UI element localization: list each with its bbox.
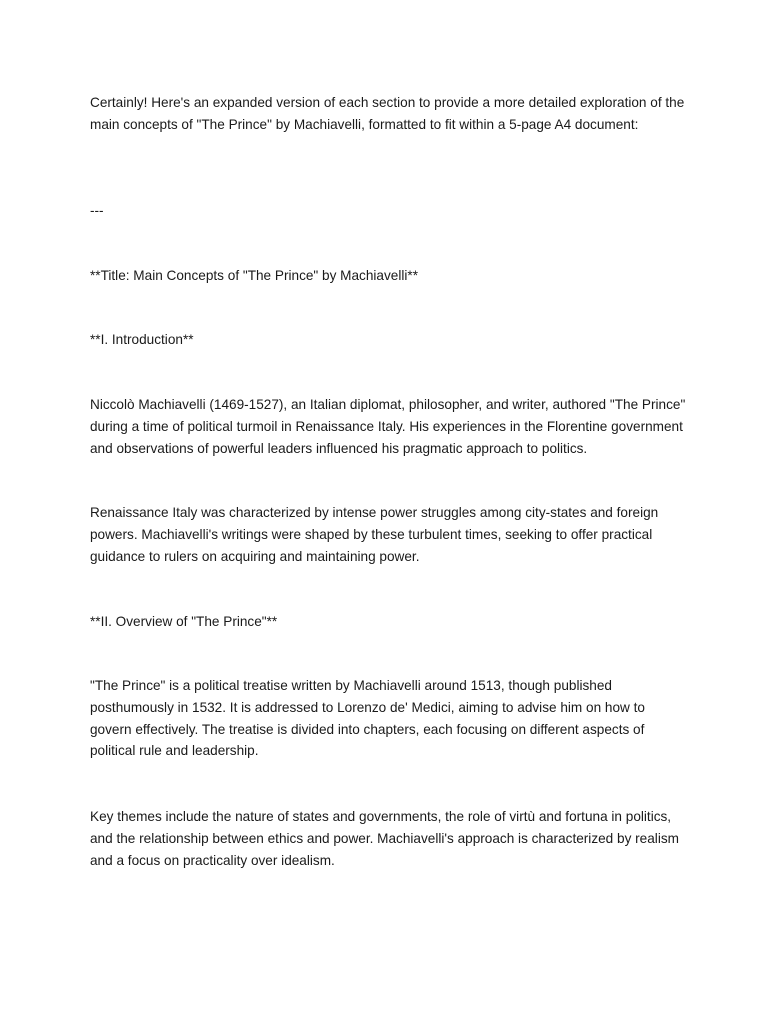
section-heading-overview: **II. Overview of "The Prince"**: [90, 614, 278, 629]
intro-paragraph: Certainly! Here's an expanded version of each section to provide a more detailed exploration of the main concepts of "The Prince" by Machiavelli, formatted to fit within a 5-page A4 document:: [90, 95, 685, 132]
introduction-paragraph-2: Renaissance Italy was characterized by intense power struggles among city-states and foreign powers. Machiavelli's writings were shaped by these turbulent times, seeking to offer practical guidance to rulers on acquiring and maintaining power.: [90, 505, 659, 564]
overview-paragraph-2: Key themes include the nature of states and governments, the role of virtù and fortuna in politics, and the relationship between ethics and power. Machiavelli's approach is characterized by realism and a focus on practicality over idealism.: [90, 809, 679, 868]
section-heading-introduction: **I. Introduction**: [90, 332, 194, 347]
section-separator: ---: [90, 203, 104, 218]
overview-paragraph-1: "The Prince" is a political treatise written by Machiavelli around 1513, though published posthumously in 1532. It is addressed to Lorenzo de' Medici, aiming to advise him on how to govern effectively. The treatise is divided into chapters, each focusing on different aspects of political rule and leadership.: [90, 678, 645, 759]
document-title: **Title: Main Concepts of "The Prince" by Machiavelli**: [90, 268, 418, 283]
introduction-paragraph-1: Niccolò Machiavelli (1469-1527), an Italian diplomat, philosopher, and writer, authored "The Prince" during a time of political turmoil in Renaissance Italy. His experiences in the Florentine government and observations of powerful leaders influenced his pragmatic approach to politics.: [90, 397, 686, 456]
